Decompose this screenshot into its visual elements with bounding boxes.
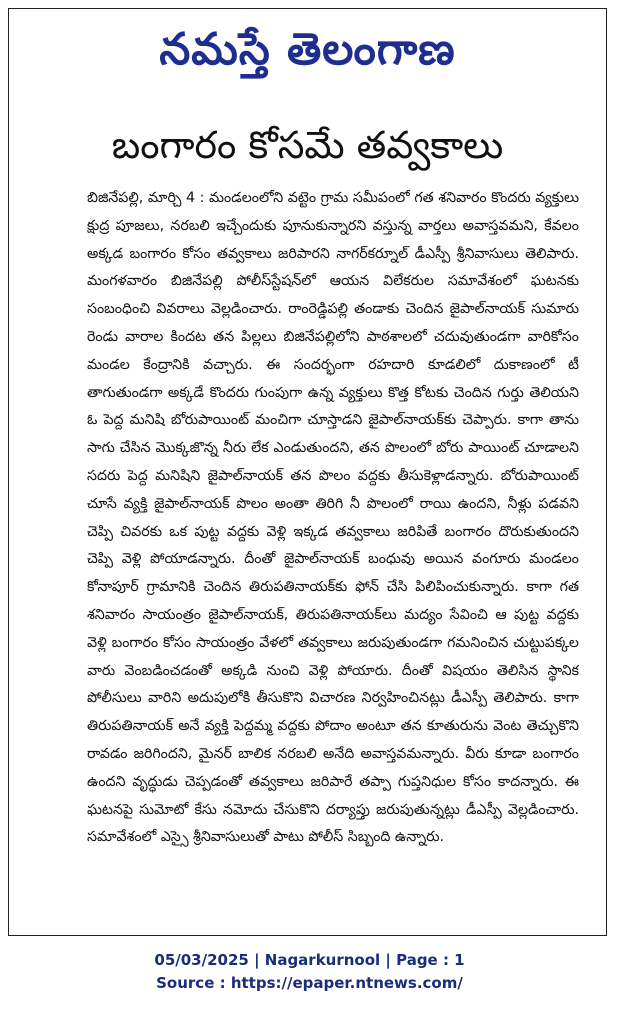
newspaper-clipping: [8, 8, 607, 936]
newspaper-masthead: నమస్తే తెలంగాణ: [159, 24, 456, 75]
article-headline: బంగారం కోసమే తవ్వకాలు: [111, 123, 504, 167]
footer-date-edition: 05/03/2025 | Nagarkurnool | Page : 1: [154, 951, 465, 969]
article-body: [87, 185, 579, 931]
footer-source: Source : https://epaper.ntnews.com/: [156, 974, 463, 992]
article-paragraph: బిజినేపల్లి, మార్చి 4 : మండలంలోని వట్టెం గ్రామ సమీపంలో గత శనివారం కొందరు వ్యక్తులు క్షుద్ర పూజలు, నరబలి ఇచ్చేందుకు పూనుకున్నారని వస్తున్న వార్తలు అవాస్తవమని, కేవలం అక్కడ బంగారం కోసం తవ్వకాలు జరిపారని నాగర్‌కర్నూల్ డీఎస్పీ శ్రీనివాసులు తెలిపారు. మంగళవారం బిజినేపల్లి పోలీస్‌స్టేషన్‌లో ఆయన విలేకరుల సమావేశంలో ఘటనకు సంబంధించి వివరాలు వెల్లడించారు. రాంరెడ్డిపల్లి తండాకు చెందిన జైపాల్‌నాయక్ సుమారు రెండు వారాల కిందట తన పిల్లలు బిజినేపల్లిలోని పాఠశాలలో చదువుతుండగా వారికోసం మండల కేంద్రానికి వచ్చారు. ఈ సందర్భంగా రహదారి కూడలిలో దుకాణంలో టీ తాగుతుండగా అక్కడే కొందరు గుంపుగా ఉన్న వ్యక్తులు కొత్త కోటకు చెందిన గుర్తు తెలియని ఓ పెద్ద మనిషి బోరుపాయింట్ మంచిగా చూస్తాడని జైపాల్‌నాయక్‌కు చెప్పారు. కాగా తాను సాగు చేసిన మొక్కజొన్న నీరు లేక ఎండుతుందని, తన పొలంలో బోరు పాయింట్ చూడాలని సదరు పెద్ద మనిషిని జైపాల్‌నాయక్ తన పొలం వద్దకు తీసుకెళ్లాడన్నారు. బోరుపాయింట్ చూసే వ్యక్తి జైపాల్‌నాయక్ పొలం అంతా తిరిగి నీ పొలంలో రాయి ఉందని, నీళ్లు పడవని చెప్పి చివరకు ఒక పుట్ట వద్దకు వెళ్లి ఇక్కడ తవ్వకాలు జరిపితే బంగారం దొరుకుతుందని చెప్పి వెళ్లి పోయాడన్నారు. దీంతో జైపాల్‌నాయక్ బంధువు అయిన వంగూరు మండలం కోనాపూర్ గ్రామానికి చెందిన తిరుపతినాయక్‌కు ఫోన్ చేసి పిలిపించుకున్నారు. కాగా గత శనివారం సాయంత్రం జైపాల్‌నాయక్, తిరుపతినాయక్‌లు మద్యం సేవించి ఆ పుట్ట వద్దకు వెళ్లి బంగారం కోసం సాయంత్రం వేళలో తవ్వకాలు జరుపుతుండగా గమనించిన చుట్టుపక్కల వారు వెంబడించడంతో అక్కడి నుంచి వెళ్లి పోయారు. దీంతో విషయం తెలిసిన స్థానిక పోలీసులు వారిని అదుపులోకి తీసుకొని విచారణ నిర్వహించినట్లు డీఎస్పీ తెలిపారు. కాగా తిరుపతినాయక్ అనే వ్యక్తి పెద్దమ్మ వద్దకు పోదాం అంటూ తన కూతురును వెంట తెచ్చుకొని రావడం జరిగిందని, మైనర్ బాలిక నరబలి అనేది అవాస్తవమన్నారు. వీరు కూడా బంగారం ఉందని వృద్ధుడు చెప్పడంతో తవ్వకాలు జరిపారే తప్పా గుప్తనిధుల కోసం కాదన్నారు. ఈ ఘటనపై సుమోటో కేసు నమోదు చేసుకొని దర్యాప్తు జరుపుతున్నట్లు డీఎస్పీ వెల్లడించారు. సమావేశంలో ఎస్సై శ్రీనివాసులుతో పాటు పోలీస్ సిబ్బంది ఉన్నారు.: [87, 190, 579, 846]
